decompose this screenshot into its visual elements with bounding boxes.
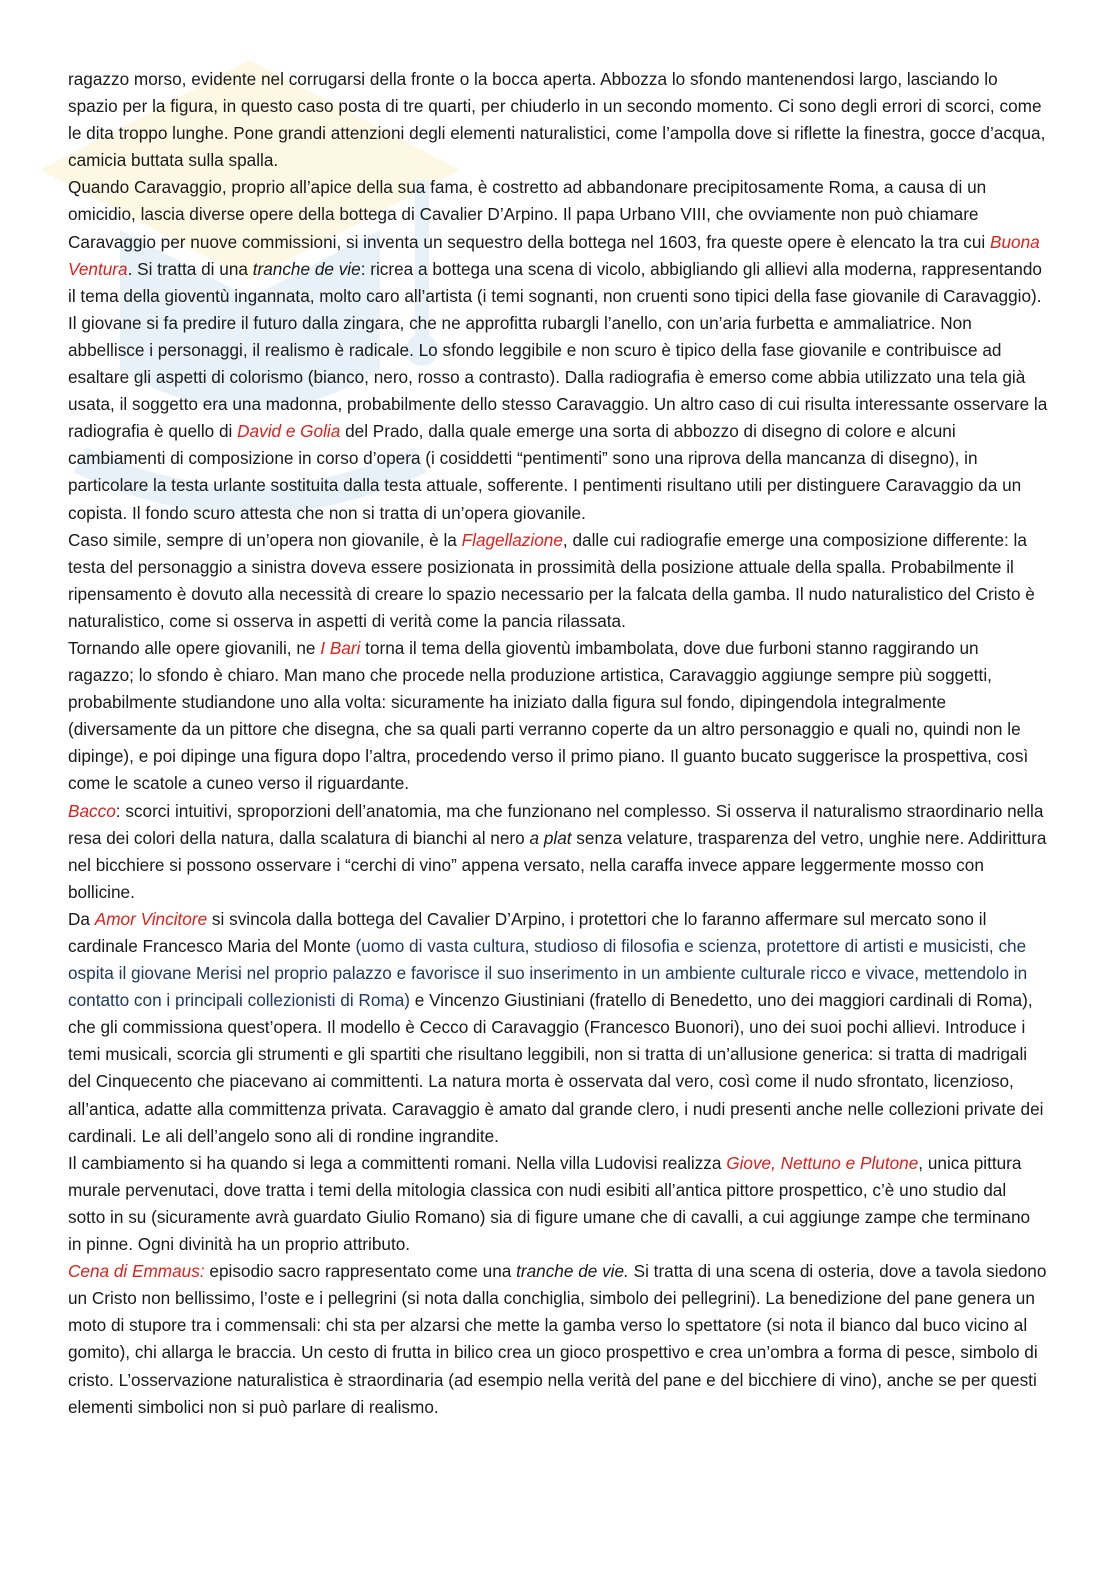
italic-term: a plat [529, 827, 572, 848]
text-run: si svincola dalla bottega del Cavalier D’Arpino, i protettori che lo faranno affermare sul mercato sono il cardinale Francesco Maria del Monte [68, 908, 987, 956]
text-run: episodio sacro rappresentato come una [204, 1261, 517, 1282]
text-run: torna il tema della gioventù imbambolata, dove due furboni stanno raggirando un ragazzo; lo sfondo è chiaro. Man mano che procede nella produzione artistica, Caravaggio aggiunge sempre più soggetti, probabilmente studiandone uno alla volta: sicuramente ha iniziato dalla figura sul fondo, dipingendola integralmente (diversamente da un pittore che disegna, che sa quali parti verranno coperte da un altro personaggio e quali no, quindi non le dipinge), e poi dipinge una figura dopo l’altra, procedendo verso il primo piano. Il guanto bucato suggerisce la prospettiva, così come le scatole a cuneo verso il riguardante. [68, 637, 1029, 794]
artwork-title: Buona Ventura [68, 231, 1040, 279]
paragraph [68, 798, 1048, 906]
text-run: , unica pittura murale pervenutaci, dove tratta i temi della mitologia classica con nudi esibiti all’antica pittore prospettico, c’è uno studio dal sotto in su (sicuramente avrà guardato Giulio Romano) sia di figure umane che di cavalli, a cui aggiunge zampe che terminano in pinne. Ogni divinità ha un proprio attributo. [68, 1152, 1031, 1255]
paragraph [68, 635, 1048, 798]
paragraph [68, 1258, 1048, 1421]
text-run: ragazzo morso, evidente nel corrugarsi della fronte o la bocca aperta. Abbozza lo sfondo mantenendosi largo, lasciando lo spazio per la figura, in questo caso posta di tre quarti, per chiuderlo in un secondo momento. Ci sono degli errori di scorci, come le dita troppo lunghe. Pone grandi attenzioni degli elementi naturalistici, come l’ampolla dove si riflette la finestra, gocce d’acqua, camicia buttata sulla spalla. [68, 69, 1046, 171]
text-run: del Prado, dalla quale emerge una sorta di abbozzo di disegno di colore e alcuni cambiamenti di composizione in corso d’opera (i cosiddetti “pentimenti” sono una riprova della mancanza di disegno), in particolare la testa urlante sostituita dalla testa attuale, sofferente. I pentimenti risultano utili per distinguere Caravaggio da un copista. Il fondo scuro attesta che non si tratta di un’opera giovanile. [68, 421, 1022, 523]
text-run: . Si tratta di una [127, 258, 253, 279]
text-run: senza velature, trasparenza del vetro, unghie nere. Addirittura nel bicchiere si possono osservare i “cerchi di vino” appena versato, nella caraffa invece appare leggermente mosso con bollicine. [68, 827, 1047, 902]
text-run: Il cambiamento si ha quando si lega a committenti romani. Nella villa Ludovisi realizza [68, 1152, 727, 1173]
artwork-title: I Bari [320, 637, 361, 658]
italic-term: tranche de vie. [516, 1261, 629, 1282]
paragraph [68, 527, 1048, 635]
artwork-title: Flagellazione [461, 529, 563, 550]
artwork-title: Cena di Emmaus: [68, 1261, 205, 1282]
text-run: , dalle cui radiografie emerge una composizione differente: la testa del personaggio a sinistra doveva essere posizionata in prossimità della posizione attuale della spalla. Probabilmente il ripensamento è dovuto alla necessità di creare lo spazio necessario per la falcata della gamba. Il nudo naturalistico del Cristo è naturalistico, come si osserva in aspetti di verità come la pancia rilassata. [68, 529, 1035, 631]
text-run: Caso simile, sempre di un’opera non giovanile, è la [68, 529, 462, 550]
highlighted-note: (uomo di vasta cultura, studioso di filosofia e scienza, protettore di artisti e musicisti, che ospita il giovane Merisi nel proprio palazzo e favorisce il suo inserimento in un ambiente culturale ricco e vivace, mettendolo in contatto con i principali collezionisti di Roma) [68, 936, 1028, 1011]
text-run: : scorci intuitivi, sproporzioni dell’anatomia, ma che funzionano nel complesso. Si osserva il naturalismo straordinario nella resa dei colori della natura, dalla scalatura di bianchi al nero [68, 800, 1044, 848]
text-run: Si tratta di una scena di osteria, dove a tavola siedono un Cristo non bellissimo, l’oste e i pellegrini (si nota dalla conchiglia, simbolo dei pellegrini). La benedizione del pane genera un moto di stupore tra i commensali: chi sta per alzarsi che mette la gamba verso lo spettatore (si nota il bianco dal buco vicino al gomito), chi allarga le braccia. Un cesto di frutta in bilico crea un gioco prospettivo e crea un’ombra a forma di pesce, simbolo di cristo. L’osservazione naturalistica è straordinaria (ad esempio nella verità del pane e del bicchiere di vino), anche se per questi elementi simbolici non si può parlare di realismo. [68, 1261, 1047, 1417]
text-run: Tornando alle opere giovanili, ne [68, 637, 321, 658]
paragraph [68, 1150, 1048, 1258]
document-body [68, 66, 1048, 1421]
artwork-title: David e Golia [237, 421, 341, 442]
paragraph [68, 906, 1048, 1150]
text-run: Quando Caravaggio, proprio all’apice della sua fama, è costretto ad abbandonare precipitosamente Roma, a causa di un omicidio, lascia diverse opere della bottega di Cavalier D’Arpino. Il papa Urbano VIII, che ovviamente non può chiamare Caravaggio per nuove commissioni, si inventa un sequestro della bottega nel 1603, fra queste opere è elencato la tra cui [68, 177, 991, 252]
italic-term: tranche de vie [252, 258, 361, 279]
text-run: e Vincenzo Giustiniani (fratello di Benedetto, uno dei maggiori cardinali di Roma), che gli commissiona quest’opera. Il modello è Cecco di Caravaggio (Francesco Buonori), uno dei suoi pochi allievi. Introduce i temi musicali, scorcia gli strumenti e gli spartiti che risultano leggibili, non si tratta di un’allusione generica: si tratta di madrigali del Cinquecento che piacevano ai committenti. La natura morta è osservata dal vero, così come il nudo sfrontato, licenzioso, all’antica, adatte alla committenza privata. Caravaggio è amato dal grande clero, i nudi presenti anche nelle collezioni private dei cardinali. Le ali dell’angelo sono ali di rondine ingrandite. [68, 990, 1044, 1146]
paragraph [68, 66, 1048, 174]
artwork-title: Giove, Nettuno e Plutone [726, 1152, 919, 1173]
paragraph [68, 174, 1048, 526]
artwork-title: Amor Vincitore [94, 908, 208, 929]
text-run: : ricrea a bottega una scena di vicolo, abbigliando gli allievi alla moderna, rappresentando il tema della gioventù ingannata, molto caro all’artista (i temi sognanti, non cruenti sono tipici della fase giovanile di Caravaggio). Il giovane si fa predire il futuro dalla zingara, che ne approfitta rubargli l’anello, con un’aria furbetta e ammaliatrice. Non abbellisce i personaggi, il realismo è radicale. Lo sfondo leggibile e non scuro è tipico della fase giovanile e contribuisce ad esaltare gli aspetti di colorismo (bianco, nero, rosso a contrasto). Dalla radiografia è emerso come abbia utilizzato una tela già usata, il soggetto era una madonna, probabilmente dello stesso Caravaggio. Un altro caso di cui risulta interessante osservare la radiografia è quello di [68, 258, 1048, 442]
artwork-title: Bacco [68, 800, 116, 821]
text-run: Da [68, 908, 95, 929]
